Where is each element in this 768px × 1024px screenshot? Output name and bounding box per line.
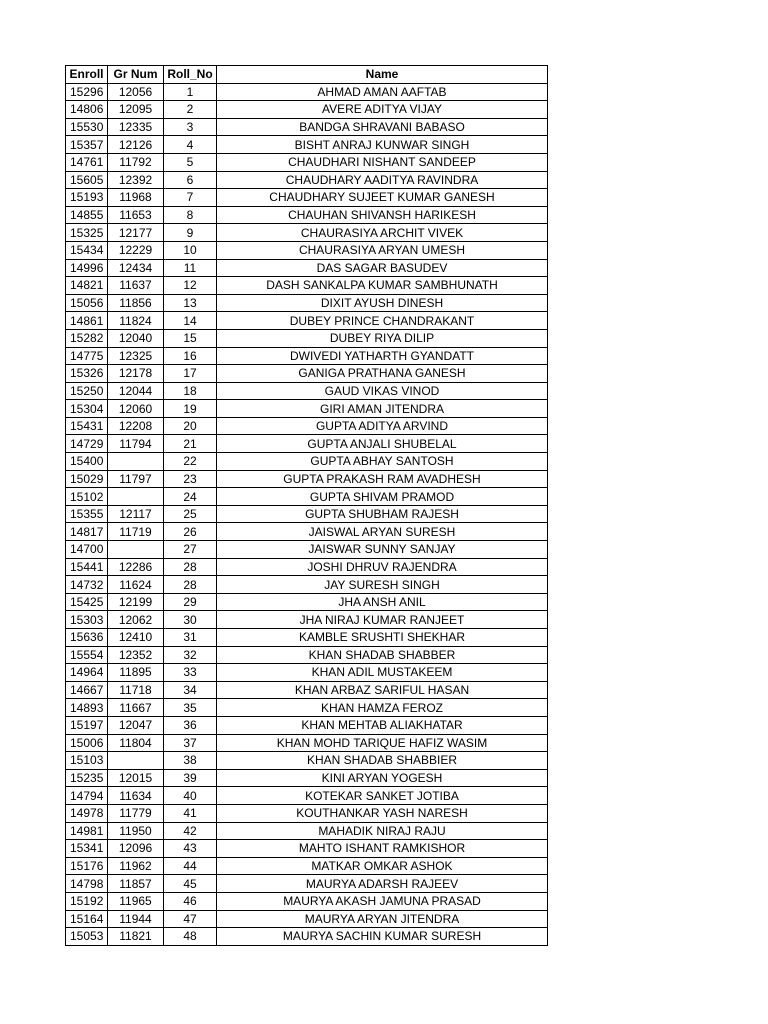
table-row xyxy=(66,259,548,277)
cell-roll-no: 22 xyxy=(164,453,217,471)
cell-enroll: 15006 xyxy=(66,734,108,752)
cell-name: KHAN MEHTAB ALIAKHATAR xyxy=(217,716,548,734)
header-enroll: Enroll xyxy=(66,66,108,84)
cell-name: KHAN ADIL MUSTAKEEM xyxy=(217,664,548,682)
cell-name: MATKAR OMKAR ASHOK xyxy=(217,857,548,875)
table-row xyxy=(66,347,548,365)
cell-name: KHAN MOHD TARIQUE HAFIZ WASIM xyxy=(217,734,548,752)
cell-gr-num: 12056 xyxy=(108,83,164,101)
table-row xyxy=(66,541,548,559)
table-row xyxy=(66,664,548,682)
cell-roll-no: 24 xyxy=(164,488,217,506)
cell-enroll: 14817 xyxy=(66,523,108,541)
cell-name: JOSHI DHRUV RAJENDRA xyxy=(217,558,548,576)
table-row xyxy=(66,488,548,506)
cell-roll-no: 47 xyxy=(164,910,217,928)
cell-gr-num: 12117 xyxy=(108,505,164,523)
cell-enroll: 15296 xyxy=(66,83,108,101)
cell-name: MAURYA ADARSH RAJEEV xyxy=(217,875,548,893)
cell-name: MAHTO ISHANT RAMKISHOR xyxy=(217,840,548,858)
cell-enroll: 15434 xyxy=(66,241,108,259)
cell-name: KHAN HAMZA FEROZ xyxy=(217,699,548,717)
cell-roll-no: 11 xyxy=(164,259,217,277)
table-row xyxy=(66,453,548,471)
cell-roll-no: 28 xyxy=(164,558,217,576)
cell-gr-num: 11821 xyxy=(108,928,164,946)
cell-enroll: 15431 xyxy=(66,417,108,435)
cell-roll-no: 41 xyxy=(164,804,217,822)
table-row xyxy=(66,681,548,699)
cell-enroll: 14732 xyxy=(66,576,108,594)
cell-name: MAURYA SACHIN KUMAR SURESH xyxy=(217,928,548,946)
cell-name: MAURYA AKASH JAMUNA PRASAD xyxy=(217,892,548,910)
cell-name: GUPTA ABHAY SANTOSH xyxy=(217,453,548,471)
table-row xyxy=(66,892,548,910)
cell-roll-no: 27 xyxy=(164,541,217,559)
cell-gr-num: 11634 xyxy=(108,787,164,805)
cell-name: CHAUDHARY AADITYA RAVINDRA xyxy=(217,171,548,189)
cell-name: AHMAD AMAN AAFTAB xyxy=(217,83,548,101)
cell-gr-num: 12286 xyxy=(108,558,164,576)
cell-gr-num: 11719 xyxy=(108,523,164,541)
cell-name: DUBEY RIYA DILIP xyxy=(217,329,548,347)
table-body xyxy=(66,83,548,945)
cell-gr-num: 12047 xyxy=(108,716,164,734)
header-gr-num: Gr Num xyxy=(108,66,164,84)
cell-enroll: 15192 xyxy=(66,892,108,910)
table-row xyxy=(66,83,548,101)
cell-gr-num: 12015 xyxy=(108,769,164,787)
cell-enroll: 15554 xyxy=(66,646,108,664)
cell-enroll: 14981 xyxy=(66,822,108,840)
table-row xyxy=(66,769,548,787)
cell-enroll: 15303 xyxy=(66,611,108,629)
cell-enroll: 15053 xyxy=(66,928,108,946)
cell-roll-no: 9 xyxy=(164,224,217,242)
cell-gr-num: 11962 xyxy=(108,857,164,875)
table-row xyxy=(66,312,548,330)
table-header xyxy=(66,66,548,84)
cell-roll-no: 20 xyxy=(164,417,217,435)
cell-gr-num: 12177 xyxy=(108,224,164,242)
cell-roll-no: 7 xyxy=(164,189,217,207)
header-row xyxy=(66,66,548,84)
cell-gr-num: 11718 xyxy=(108,681,164,699)
cell-gr-num: 12335 xyxy=(108,118,164,136)
cell-name: BANDGA SHRAVANI BABASO xyxy=(217,118,548,136)
cell-enroll: 14996 xyxy=(66,259,108,277)
table-row xyxy=(66,277,548,295)
cell-gr-num: 11653 xyxy=(108,206,164,224)
cell-roll-no: 30 xyxy=(164,611,217,629)
cell-name: MAURYA ARYAN JITENDRA xyxy=(217,910,548,928)
table-row xyxy=(66,505,548,523)
cell-roll-no: 3 xyxy=(164,118,217,136)
cell-enroll: 15605 xyxy=(66,171,108,189)
cell-name: MAHADIK NIRAJ RAJU xyxy=(217,822,548,840)
cell-enroll: 15357 xyxy=(66,136,108,154)
cell-gr-num: 12095 xyxy=(108,101,164,119)
table-row xyxy=(66,787,548,805)
cell-enroll: 14978 xyxy=(66,804,108,822)
cell-roll-no: 42 xyxy=(164,822,217,840)
cell-gr-num: 12062 xyxy=(108,611,164,629)
table-row xyxy=(66,382,548,400)
header-roll-no: Roll_No xyxy=(164,66,217,84)
cell-enroll: 15102 xyxy=(66,488,108,506)
table-row xyxy=(66,400,548,418)
table-row xyxy=(66,329,548,347)
cell-gr-num: 11895 xyxy=(108,664,164,682)
table-row xyxy=(66,523,548,541)
cell-name: KAMBLE SRUSHTI SHEKHAR xyxy=(217,629,548,647)
cell-roll-no: 44 xyxy=(164,857,217,875)
table-row xyxy=(66,470,548,488)
cell-gr-num: 11792 xyxy=(108,153,164,171)
cell-name: JAISWAL ARYAN SURESH xyxy=(217,523,548,541)
cell-enroll: 15400 xyxy=(66,453,108,471)
cell-gr-num: 12178 xyxy=(108,365,164,383)
cell-gr-num xyxy=(108,488,164,506)
cell-roll-no: 33 xyxy=(164,664,217,682)
cell-roll-no: 4 xyxy=(164,136,217,154)
cell-gr-num: 12208 xyxy=(108,417,164,435)
cell-name: CHAURASIYA ARCHIT VIVEK xyxy=(217,224,548,242)
table-row xyxy=(66,576,548,594)
cell-roll-no: 2 xyxy=(164,101,217,119)
cell-gr-num xyxy=(108,541,164,559)
table-row xyxy=(66,435,548,453)
cell-roll-no: 31 xyxy=(164,629,217,647)
cell-gr-num: 11779 xyxy=(108,804,164,822)
cell-name: GUPTA ADITYA ARVIND xyxy=(217,417,548,435)
cell-enroll: 15326 xyxy=(66,365,108,383)
cell-name: CHAUHAN SHIVANSH HARIKESH xyxy=(217,206,548,224)
table-row xyxy=(66,171,548,189)
table-row xyxy=(66,646,548,664)
cell-roll-no: 16 xyxy=(164,347,217,365)
cell-enroll: 15250 xyxy=(66,382,108,400)
cell-name: GUPTA SHIVAM PRAMOD xyxy=(217,488,548,506)
cell-gr-num: 12060 xyxy=(108,400,164,418)
cell-roll-no: 13 xyxy=(164,294,217,312)
table-row xyxy=(66,804,548,822)
cell-name: BISHT ANRAJ KUNWAR SINGH xyxy=(217,136,548,154)
cell-name: KINI ARYAN YOGESH xyxy=(217,769,548,787)
cell-roll-no: 19 xyxy=(164,400,217,418)
cell-gr-num: 12126 xyxy=(108,136,164,154)
cell-gr-num xyxy=(108,453,164,471)
table-row xyxy=(66,910,548,928)
table-row xyxy=(66,822,548,840)
cell-gr-num: 12044 xyxy=(108,382,164,400)
cell-name: KHAN SHADAB SHABBER xyxy=(217,646,548,664)
cell-roll-no: 38 xyxy=(164,752,217,770)
cell-roll-no: 10 xyxy=(164,241,217,259)
student-roster-table xyxy=(65,65,548,946)
cell-roll-no: 18 xyxy=(164,382,217,400)
cell-name: KHAN ARBAZ SARIFUL HASAN xyxy=(217,681,548,699)
cell-gr-num: 11824 xyxy=(108,312,164,330)
cell-name: KHAN SHADAB SHABBIER xyxy=(217,752,548,770)
cell-enroll: 15197 xyxy=(66,716,108,734)
cell-gr-num: 11794 xyxy=(108,435,164,453)
cell-enroll: 14806 xyxy=(66,101,108,119)
cell-gr-num: 11667 xyxy=(108,699,164,717)
cell-enroll: 14667 xyxy=(66,681,108,699)
table-row xyxy=(66,101,548,119)
table-row xyxy=(66,294,548,312)
cell-gr-num: 12040 xyxy=(108,329,164,347)
cell-enroll: 15425 xyxy=(66,593,108,611)
cell-roll-no: 45 xyxy=(164,875,217,893)
cell-gr-num: 12199 xyxy=(108,593,164,611)
cell-enroll: 14775 xyxy=(66,347,108,365)
cell-roll-no: 5 xyxy=(164,153,217,171)
table-row xyxy=(66,593,548,611)
cell-roll-no: 32 xyxy=(164,646,217,664)
cell-gr-num: 12434 xyxy=(108,259,164,277)
cell-gr-num: 11856 xyxy=(108,294,164,312)
cell-name: JAISWAR SUNNY SANJAY xyxy=(217,541,548,559)
table-row xyxy=(66,365,548,383)
cell-gr-num: 11944 xyxy=(108,910,164,928)
header-name: Name xyxy=(217,66,548,84)
table-row xyxy=(66,928,548,946)
cell-name: GUPTA ANJALI SHUBELAL xyxy=(217,435,548,453)
cell-name: DAS SAGAR BASUDEV xyxy=(217,259,548,277)
cell-roll-no: 34 xyxy=(164,681,217,699)
cell-enroll: 15164 xyxy=(66,910,108,928)
cell-enroll: 14798 xyxy=(66,875,108,893)
cell-name: DUBEY PRINCE CHANDRAKANT xyxy=(217,312,548,330)
cell-name: GUPTA PRAKASH RAM AVADHESH xyxy=(217,470,548,488)
cell-enroll: 15103 xyxy=(66,752,108,770)
cell-gr-num: 12325 xyxy=(108,347,164,365)
cell-enroll: 14893 xyxy=(66,699,108,717)
cell-name: JAY SURESH SINGH xyxy=(217,576,548,594)
table-row xyxy=(66,136,548,154)
cell-roll-no: 17 xyxy=(164,365,217,383)
cell-enroll: 15304 xyxy=(66,400,108,418)
table-row xyxy=(66,857,548,875)
cell-gr-num: 11965 xyxy=(108,892,164,910)
cell-name: GIRI AMAN JITENDRA xyxy=(217,400,548,418)
cell-roll-no: 26 xyxy=(164,523,217,541)
cell-name: KOUTHANKAR YASH NARESH xyxy=(217,804,548,822)
cell-name: CHAUDHARI NISHANT SANDEEP xyxy=(217,153,548,171)
cell-roll-no: 1 xyxy=(164,83,217,101)
table-row xyxy=(66,153,548,171)
cell-enroll: 14729 xyxy=(66,435,108,453)
cell-gr-num: 11950 xyxy=(108,822,164,840)
cell-name: GANIGA PRATHANA GANESH xyxy=(217,365,548,383)
table-row xyxy=(66,224,548,242)
cell-roll-no: 29 xyxy=(164,593,217,611)
cell-enroll: 14861 xyxy=(66,312,108,330)
cell-roll-no: 6 xyxy=(164,171,217,189)
cell-gr-num: 11624 xyxy=(108,576,164,594)
cell-gr-num: 11637 xyxy=(108,277,164,295)
cell-name: JHA ANSH ANIL xyxy=(217,593,548,611)
cell-gr-num: 11797 xyxy=(108,470,164,488)
cell-name: GUPTA SHUBHAM RAJESH xyxy=(217,505,548,523)
cell-roll-no: 21 xyxy=(164,435,217,453)
cell-enroll: 15341 xyxy=(66,840,108,858)
table-row xyxy=(66,752,548,770)
cell-enroll: 15355 xyxy=(66,505,108,523)
cell-gr-num: 11804 xyxy=(108,734,164,752)
cell-enroll: 15282 xyxy=(66,329,108,347)
cell-enroll: 15636 xyxy=(66,629,108,647)
cell-name: DWIVEDI YATHARTH GYANDATT xyxy=(217,347,548,365)
cell-enroll: 15325 xyxy=(66,224,108,242)
table-row xyxy=(66,241,548,259)
cell-enroll: 15056 xyxy=(66,294,108,312)
cell-gr-num: 11857 xyxy=(108,875,164,893)
table-row xyxy=(66,189,548,207)
cell-enroll: 14821 xyxy=(66,277,108,295)
cell-roll-no: 36 xyxy=(164,716,217,734)
table-row xyxy=(66,206,548,224)
cell-roll-no: 28 xyxy=(164,576,217,594)
cell-enroll: 14964 xyxy=(66,664,108,682)
table-row xyxy=(66,611,548,629)
cell-roll-no: 12 xyxy=(164,277,217,295)
cell-enroll: 15235 xyxy=(66,769,108,787)
table-row xyxy=(66,840,548,858)
cell-roll-no: 14 xyxy=(164,312,217,330)
cell-enroll: 15029 xyxy=(66,470,108,488)
cell-enroll: 14855 xyxy=(66,206,108,224)
table-row xyxy=(66,118,548,136)
cell-enroll: 15193 xyxy=(66,189,108,207)
table-row xyxy=(66,558,548,576)
table-row xyxy=(66,699,548,717)
cell-roll-no: 39 xyxy=(164,769,217,787)
table-row xyxy=(66,734,548,752)
cell-enroll: 14794 xyxy=(66,787,108,805)
cell-roll-no: 40 xyxy=(164,787,217,805)
cell-gr-num: 12096 xyxy=(108,840,164,858)
cell-gr-num: 12229 xyxy=(108,241,164,259)
cell-enroll: 14761 xyxy=(66,153,108,171)
cell-name: KOTEKAR SANKET JOTIBA xyxy=(217,787,548,805)
cell-roll-no: 8 xyxy=(164,206,217,224)
cell-roll-no: 43 xyxy=(164,840,217,858)
cell-enroll: 15176 xyxy=(66,857,108,875)
cell-roll-no: 25 xyxy=(164,505,217,523)
table-row xyxy=(66,875,548,893)
cell-roll-no: 46 xyxy=(164,892,217,910)
cell-gr-num: 12410 xyxy=(108,629,164,647)
cell-roll-no: 37 xyxy=(164,734,217,752)
cell-roll-no: 23 xyxy=(164,470,217,488)
cell-name: JHA NIRAJ KUMAR RANJEET xyxy=(217,611,548,629)
cell-gr-num: 12392 xyxy=(108,171,164,189)
cell-name: CHAURASIYA ARYAN UMESH xyxy=(217,241,548,259)
cell-gr-num: 11968 xyxy=(108,189,164,207)
cell-enroll: 14700 xyxy=(66,541,108,559)
cell-gr-num: 12352 xyxy=(108,646,164,664)
table-row xyxy=(66,629,548,647)
cell-enroll: 15530 xyxy=(66,118,108,136)
cell-name: DASH SANKALPA KUMAR SAMBHUNATH xyxy=(217,277,548,295)
cell-roll-no: 35 xyxy=(164,699,217,717)
cell-gr-num xyxy=(108,752,164,770)
cell-roll-no: 48 xyxy=(164,928,217,946)
table-row xyxy=(66,417,548,435)
cell-name: CHAUDHARY SUJEET KUMAR GANESH xyxy=(217,189,548,207)
cell-name: GAUD VIKAS VINOD xyxy=(217,382,548,400)
cell-name: DIXIT AYUSH DINESH xyxy=(217,294,548,312)
cell-enroll: 15441 xyxy=(66,558,108,576)
cell-roll-no: 15 xyxy=(164,329,217,347)
table-row xyxy=(66,716,548,734)
cell-name: AVERE ADITYA VIJAY xyxy=(217,101,548,119)
